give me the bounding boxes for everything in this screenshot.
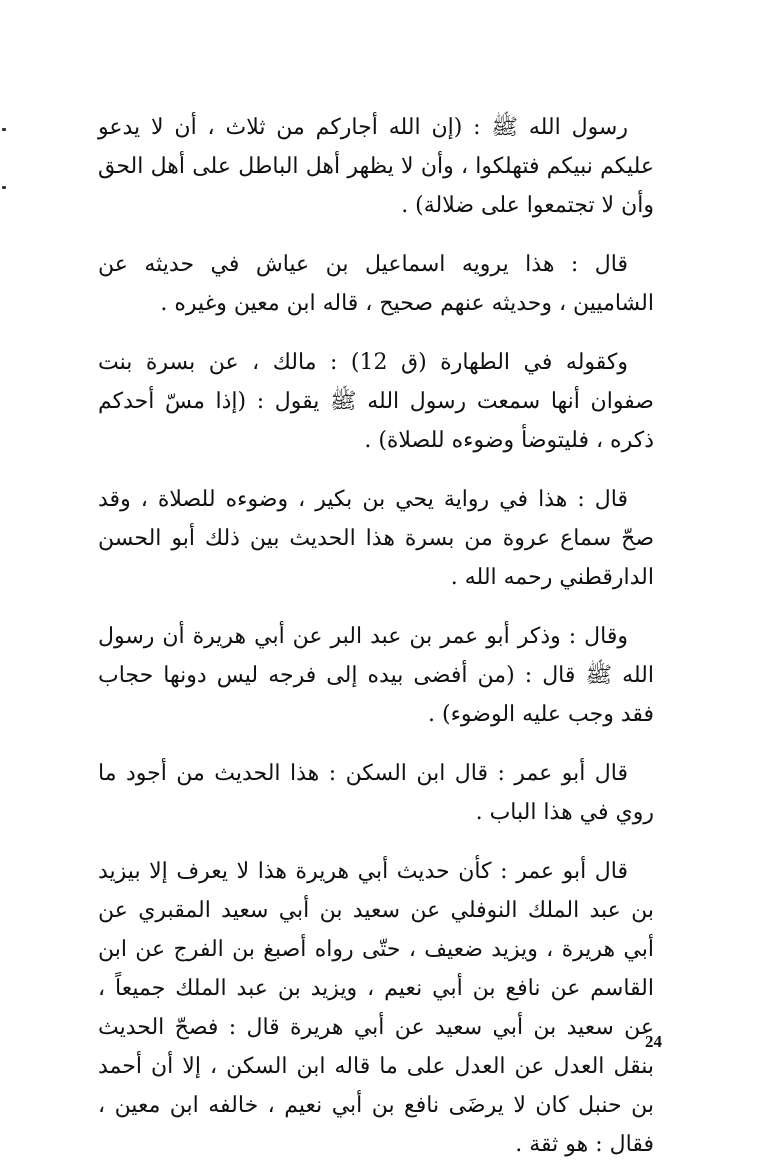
paragraph: قال أبو عمر : قال ابن السكن : هذا الحديث من أجود ما روي في هذا الباب . xyxy=(98,761,654,825)
paragraph: قال : هذا يرويه اسماعيل بن عياش في حديثه عن الشاميين ، وحديثه عنهم صحيح ، قاله ابن معين وغيره . xyxy=(98,252,654,316)
paragraph: قال أبو عمر : كأن حديث أبي هريرة هذا لا يعرف إلا بيزيد بن عبد الملك النوفلي عن سعيد بن أبي سعيد المقبري عن أبي هريرة ، ويزيد ضعيف ، حتّى رواه أصبغ بن الفرج عن ابن القاسم عن نافع بن أبي نعيم ، ويزيد بن عبد الملك جميعاً ، عن سعيد بن أبي سعيد عن أبي هريرة قال : فصحّ الحديث بنقل العدل عن العدل على ما قاله ابن السكن ، إلا أن أحمد بن حنبل كان لا يرضَى نافع بن أبي نعيم ، خالفه ابن معين ، فقال : هو ثقة . xyxy=(98,859,654,1157)
page-edge-mark xyxy=(2,186,6,189)
main-text xyxy=(98,108,654,1164)
page-number: 24 xyxy=(645,1032,662,1051)
paragraph: رسول الله ﷺ : (إن الله أجاركم من ثلاث ، أن لا يدعو عليكم نبيكم فتهلكوا ، وأن لا يظهر أهل الباطل على أهل الحق وأن لا تجتمعوا على ضلالة) . xyxy=(98,115,654,218)
paragraph: وقال : وذكر أبو عمر بن عبد البر عن أبي هريرة أن رسول الله ﷺ قال : (من أفضى بيده إلى فرجه ليس دونها حجاب فقد وجب عليه الوضوء) . xyxy=(98,624,654,727)
paragraph: وكقوله في الطهارة (ق 12) : مالك ، عن بسرة بنت صفوان أنها سمعت رسول الله ﷺ يقول : (إذا مسّ أحدكم ذكره ، فليتوضأ وضوءه للصلاة) . xyxy=(98,350,654,453)
paragraph: قال : هذا في رواية يحي بن بكير ، وضوءه للصلاة ، وقد صحّ سماع عروة من بسرة هذا الحديث بين ذلك أبو الحسن الدارقطني رحمه الله . xyxy=(98,487,654,590)
page-edge-mark xyxy=(2,128,6,131)
